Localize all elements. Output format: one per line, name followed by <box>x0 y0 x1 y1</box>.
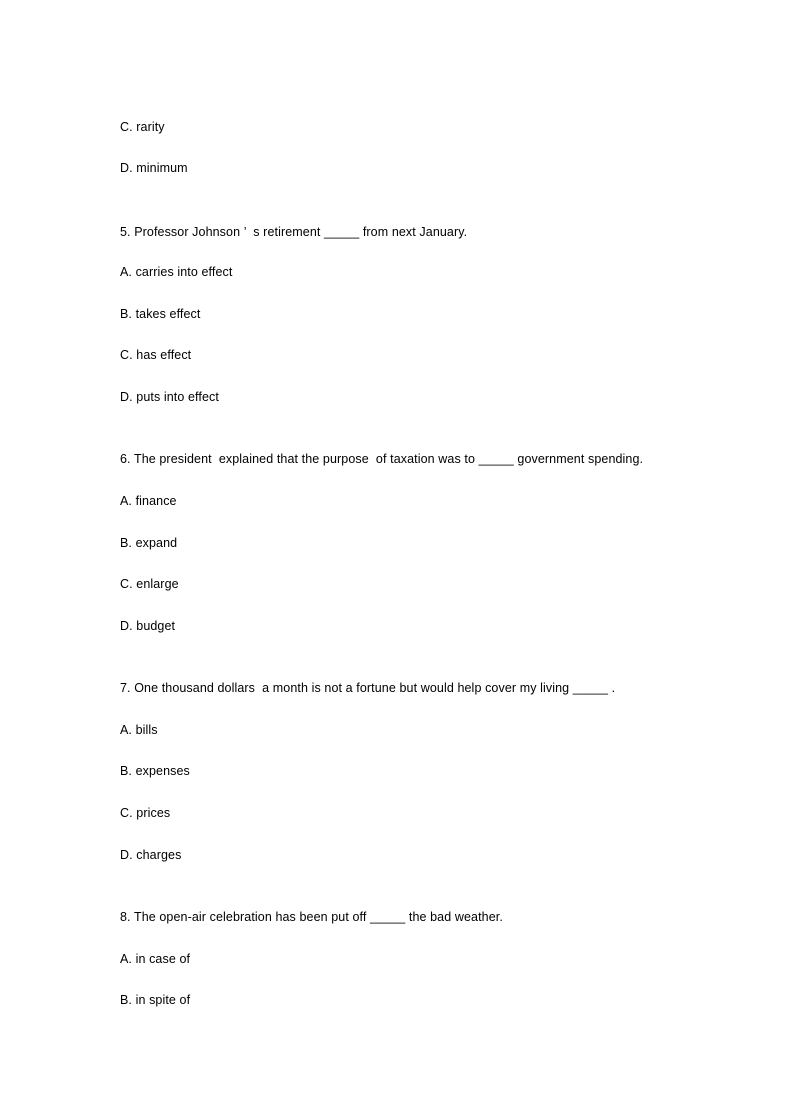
option-d-q6: D. budget <box>120 619 176 633</box>
option-a-q8: A. in case of <box>120 952 191 966</box>
option-d-q7: D. charges <box>120 848 182 862</box>
option-c-q6: C. enlarge <box>120 577 179 591</box>
question-8-stem: 8. The open-air celebration has been put off _____ the bad weather. <box>120 910 503 924</box>
option-c-q4: C. rarity <box>120 120 165 134</box>
option-a-q6: A. finance <box>120 494 177 508</box>
option-b-q7: B. expenses <box>120 764 190 778</box>
option-d-q4: D. minimum <box>120 161 188 175</box>
option-c-q5: C. has effect <box>120 348 192 362</box>
option-a-q5: A. carries into effect <box>120 265 233 279</box>
question-5-stem: 5. Professor Johnson ’ s retirement _____ from next January. <box>120 225 468 239</box>
option-a-q7: A. bills <box>120 723 158 737</box>
question-7-stem: 7. One thousand dollars a month is not a fortune but would help cover my living _____ . <box>120 681 616 695</box>
option-b-q5: B. takes effect <box>120 307 201 321</box>
question-6-stem: 6. The president explained that the purpose of taxation was to _____ government spending. <box>120 452 644 466</box>
option-c-q7: C. prices <box>120 806 171 820</box>
option-b-q6: B. expand <box>120 536 178 550</box>
option-b-q8: B. in spite of <box>120 993 191 1007</box>
option-d-q5: D. puts into effect <box>120 390 219 404</box>
